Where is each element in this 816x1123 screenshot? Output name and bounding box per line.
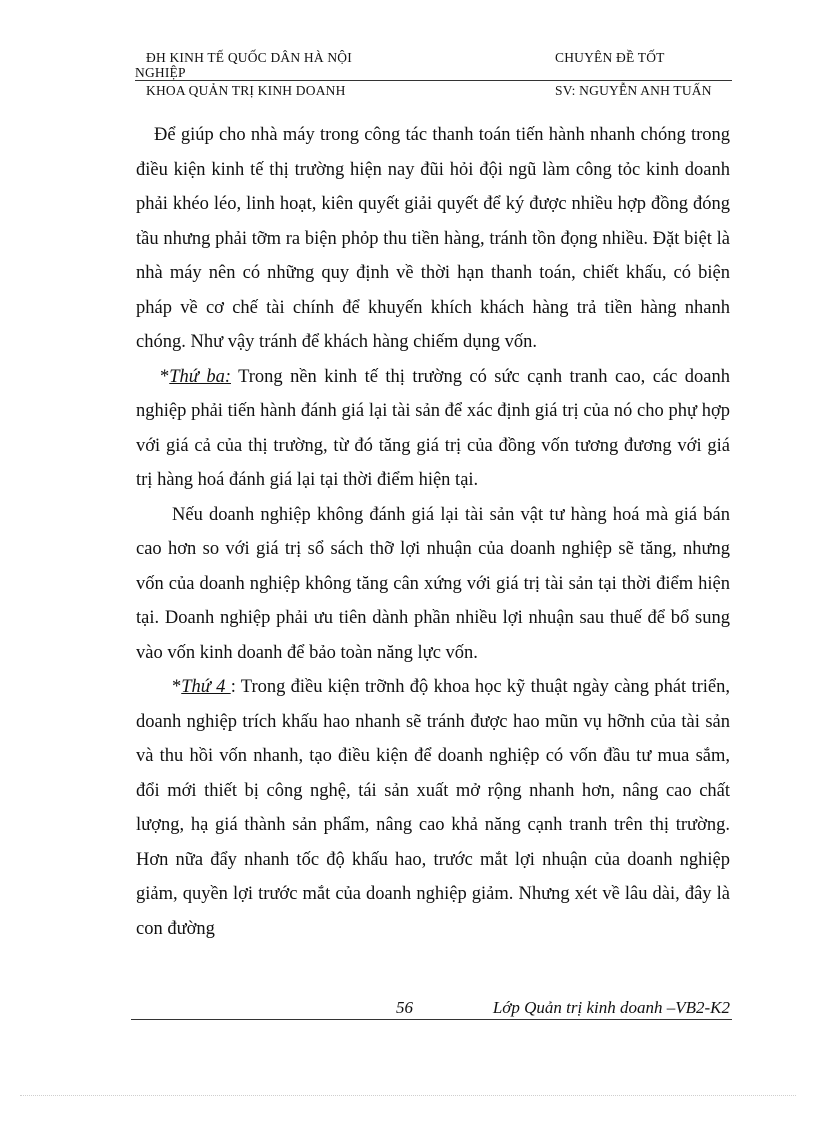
footer-rule bbox=[131, 1019, 732, 1020]
header-student: SV: NGUYỄN ANH TUẤN bbox=[555, 83, 712, 98]
header-faculty: KHOA QUẢN TRỊ KINH DOANH bbox=[146, 83, 346, 98]
paragraph-third-text: Trong nền kinh tế thị trường có sức cạnh tranh cao, các doanh nghiệp phải tiến hành đánh giá lại tài sản để xác định giá trị của nó cho phự hợp với giá cả của thị trường, từ đó tăng giá trị của đồng vốn tương đương với giá trị hàng hoá đánh giá lại tại thời điểm hiện tại. bbox=[136, 366, 730, 490]
paragraph-third bbox=[136, 360, 730, 498]
bullet-asterisk: * bbox=[172, 677, 182, 697]
header-thesis-title: CHUYÊN ĐỀ TỐT bbox=[555, 50, 665, 65]
paragraph-fourth bbox=[136, 670, 730, 946]
header-thesis-title-cont: NGHIỆP bbox=[135, 65, 186, 80]
header-university: ĐH KINH TẾ QUỐC DÂN HÀ NỘI bbox=[146, 50, 352, 65]
paragraph-fourth-text: : Trong điều kiện trỡnh độ khoa học kỹ thuật ngày càng phát triển, doanh nghiệp trích khấu hao nhanh sẽ tránh được hao mũn vụ hỡnh của tài sản và thu hồi vốn nhanh, tạo điều kiện để doanh nghiệp có vốn đầu tư mua sắm, đổi mới thiết bị công nghệ, tái sản xuất mở rộng nhanh hơn, nâng cao chất lượng, hạ giá thành sản phẩm, nâng cao khả năng cạnh tranh trên thị trường. Hơn nữa đẩy nhanh tốc độ khấu hao, trước mắt lợi nhuận của doanh nghiệp giảm, quyền lợi trước mắt của doanh nghiệp giảm. Nhưng xét về lâu dài, đây là con đường bbox=[136, 677, 730, 939]
document-body bbox=[136, 118, 730, 946]
page-number: 56 bbox=[396, 998, 413, 1017]
item-label-third: Thứ ba: bbox=[169, 366, 231, 387]
paragraph-revaluation: Nếu doanh nghiệp không đánh giá lại tài sản vật tư hàng hoá mà giá bán cao hơn so với giá trị sổ sách thỡ lợi nhuận của doanh nghiệp sẽ tăng, nhưng vốn của doanh nghiệp không tăng cân xứng với giá trị tài sản tại thời điểm hiện tại. Doanh nghiệp phải ưu tiên dành phần nhiều lợi nhuận sau thuế để bổ sung vào vốn kinh doanh để bảo toàn năng lực vốn. bbox=[136, 504, 730, 663]
footer-class-note: Lớp Quản trị kinh doanh –VB2-K2 bbox=[492, 998, 730, 1017]
header-rule bbox=[135, 80, 732, 81]
paragraph-payment: Để giúp cho nhà máy trong công tác thanh toán tiến hành nhanh chóng trong điều kiện kinh tế thị trường hiện nay đũi hỏi đội ngũ làm công tỏc kinh doanh phải khéo léo, linh hoạt, kiên quyết giải quyết để ký được nhiều hợp đồng đóng tầu nhưng phải tỡm ra biện phỏp thu tiền hàng, tránh tồn đọng nhiều. Đặt biệt là nhà máy nên có những quy định về thời hạn thanh toán, chiết khấu, có biện pháp về cơ chế tài chính để khuyến khích khách hàng trả tiền hàng nhanh chóng. Như vậy tránh để khách hàng chiếm dụng vốn. bbox=[136, 125, 730, 352]
item-label-fourth: Thứ 4 bbox=[181, 677, 231, 697]
bullet-asterisk: * bbox=[160, 366, 170, 387]
page-edge-dotted-line bbox=[20, 1095, 796, 1096]
